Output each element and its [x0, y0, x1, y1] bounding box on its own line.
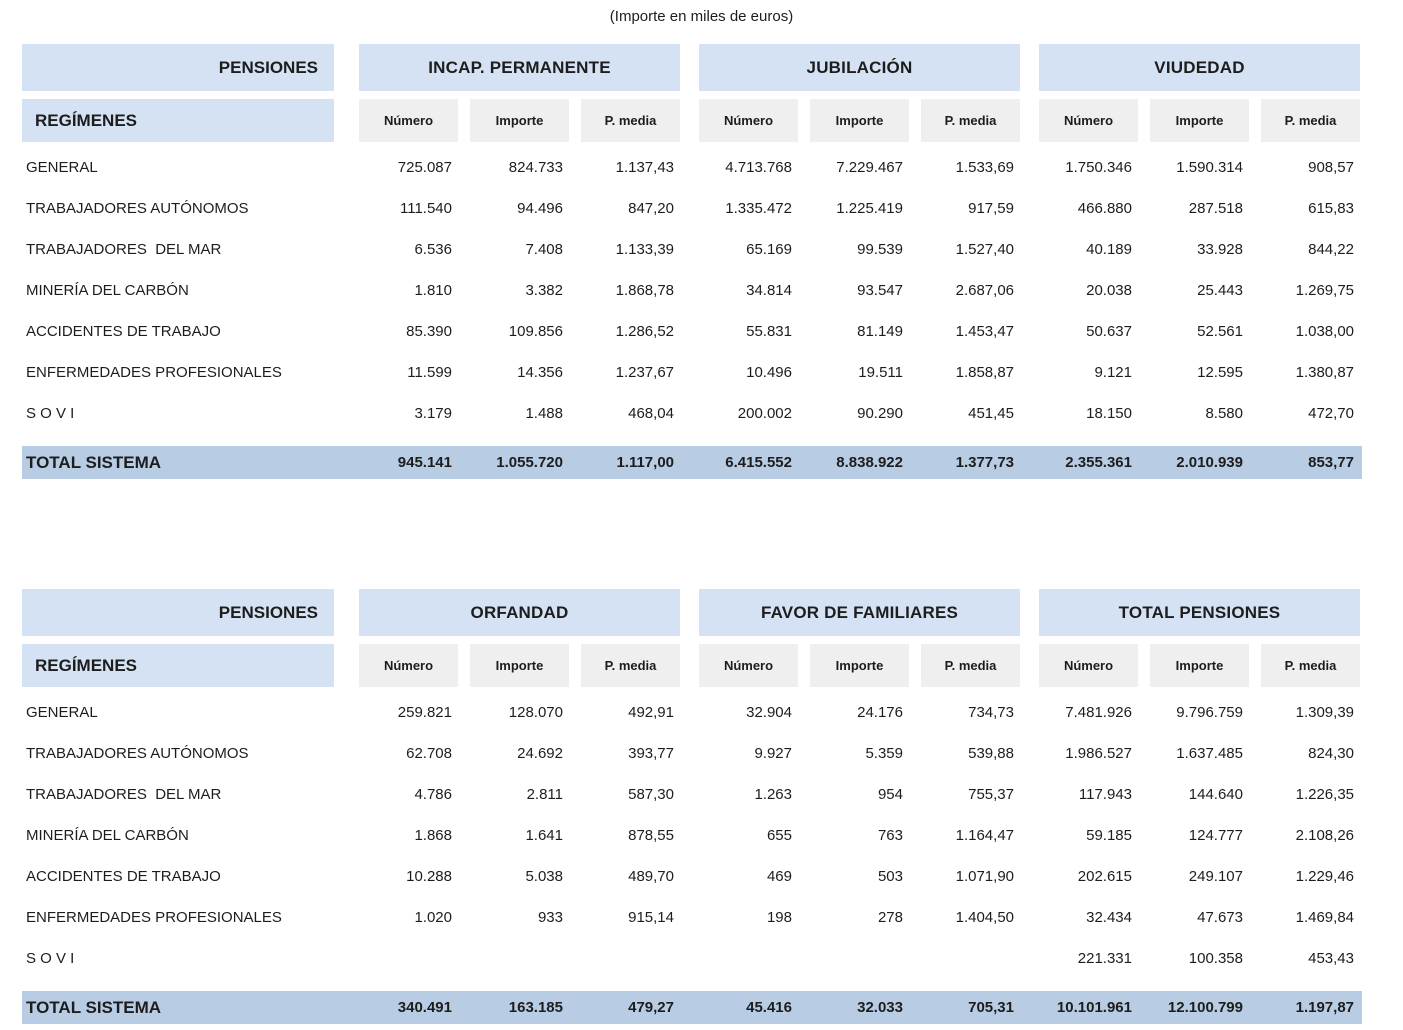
group-header-viudedad: VIUDEDAD — [1039, 44, 1360, 91]
value-cell: 4.786 — [414, 786, 452, 803]
value-cell: 34.814 — [746, 282, 792, 299]
value-cell: 65.169 — [746, 241, 792, 258]
value-cell: 128.070 — [508, 704, 563, 721]
pension-table-1 — [22, 44, 1362, 479]
value-cell: 111.540 — [400, 200, 452, 217]
table-row — [22, 352, 1362, 393]
total-value-cell: 12.100.799 — [1167, 999, 1243, 1016]
regime-label: MINERÍA DEL CARBÓN — [26, 827, 189, 844]
subheader-importe: Importe — [470, 99, 569, 142]
subheader-numero: Número — [359, 644, 458, 687]
table-row — [22, 938, 1362, 979]
value-cell: 278 — [877, 909, 903, 926]
value-cell: 20.038 — [1086, 282, 1132, 299]
table-row — [22, 270, 1362, 311]
subheader-pmedia: P. media — [921, 99, 1020, 142]
value-cell: 7.408 — [525, 241, 563, 258]
table-row — [22, 856, 1362, 897]
regime-label: S O V I — [26, 950, 75, 967]
value-cell: 763 — [877, 827, 903, 844]
value-cell: 878,55 — [628, 827, 674, 844]
total-label: TOTAL SISTEMA — [26, 997, 162, 1017]
regime-label: MINERÍA DEL CARBÓN — [26, 282, 189, 299]
subheader-numero: Número — [699, 99, 798, 142]
total-value-cell: 1.117,00 — [616, 454, 674, 471]
value-cell: 469 — [766, 868, 792, 885]
value-cell: 1.637.485 — [1176, 745, 1243, 762]
regime-label: ENFERMEDADES PROFESIONALES — [26, 909, 282, 926]
value-cell: 62.708 — [406, 745, 452, 762]
total-value-cell: 45.416 — [746, 999, 792, 1016]
value-cell: 1.404,50 — [955, 909, 1014, 926]
value-cell: 52.561 — [1197, 323, 1243, 340]
regime-label: TRABAJADORES DEL MAR — [26, 241, 222, 258]
subheader-row — [22, 99, 1362, 142]
value-cell: 7.229.467 — [836, 159, 903, 176]
value-cell: 259.821 — [397, 704, 452, 721]
total-value-cell: 10.101.961 — [1056, 999, 1132, 1016]
value-cell: 90.290 — [857, 405, 903, 422]
table-row — [22, 393, 1362, 434]
value-cell: 18.150 — [1086, 405, 1132, 422]
total-value-cell: 340.491 — [397, 999, 452, 1016]
value-cell: 1.858,87 — [955, 364, 1014, 381]
value-cell: 1.020 — [414, 909, 452, 926]
value-cell: 1.533,69 — [955, 159, 1014, 176]
group-header-jubilacion: JUBILACIÓN — [699, 44, 1020, 91]
pensiones-header: PENSIONES — [22, 44, 334, 91]
value-cell: 1.380,87 — [1295, 364, 1354, 381]
value-cell: 94.496 — [517, 200, 563, 217]
units-note: (Importe en miles de euros) — [609, 8, 794, 25]
value-cell: 915,14 — [628, 909, 674, 926]
table-row — [22, 774, 1362, 815]
value-cell: 32.434 — [1086, 909, 1132, 926]
value-cell: 655 — [766, 827, 792, 844]
value-cell: 725.087 — [397, 159, 452, 176]
value-cell: 468,04 — [628, 405, 674, 422]
value-cell: 492,91 — [628, 704, 674, 721]
value-cell: 1.038,00 — [1295, 323, 1354, 340]
value-cell: 1.164,47 — [955, 827, 1014, 844]
value-cell: 466.880 — [1077, 200, 1132, 217]
table-row — [22, 692, 1362, 733]
value-cell: 1.641 — [525, 827, 563, 844]
total-value-cell: 479,27 — [628, 999, 674, 1016]
value-cell: 2.108,26 — [1295, 827, 1354, 844]
value-cell: 9.796.759 — [1176, 704, 1243, 721]
pensiones-header: PENSIONES — [22, 589, 334, 636]
value-cell: 117.943 — [1078, 786, 1132, 803]
value-cell: 1.237,67 — [615, 364, 674, 381]
value-cell: 10.496 — [746, 364, 792, 381]
subheader-importe: Importe — [470, 644, 569, 687]
value-cell: 249.107 — [1188, 868, 1243, 885]
group-header-incap-permanente: INCAP. PERMANENTE — [359, 44, 680, 91]
value-cell: 734,73 — [968, 704, 1014, 721]
value-cell: 93.547 — [857, 282, 903, 299]
table-row — [22, 229, 1362, 270]
value-cell: 472,70 — [1308, 405, 1354, 422]
value-cell: 824,30 — [1308, 745, 1354, 762]
value-cell: 12.595 — [1197, 364, 1243, 381]
value-cell: 587,30 — [628, 786, 674, 803]
value-cell: 50.637 — [1086, 323, 1132, 340]
value-cell: 489,70 — [628, 868, 674, 885]
value-cell: 954 — [877, 786, 903, 803]
total-value-cell: 945.141 — [397, 454, 452, 471]
value-cell: 1.071,90 — [955, 868, 1014, 885]
value-cell: 908,57 — [1308, 159, 1354, 176]
total-value-cell: 1.197,87 — [1295, 999, 1354, 1016]
value-cell: 1.137,43 — [615, 159, 674, 176]
group-header-row — [22, 589, 1362, 636]
value-cell: 5.038 — [525, 868, 563, 885]
total-value-cell: 163.185 — [508, 999, 563, 1016]
regimenes-header: REGÍMENES — [22, 99, 334, 142]
total-value-cell: 853,77 — [1308, 454, 1354, 471]
value-cell: 1.488 — [525, 405, 563, 422]
value-cell: 1.810 — [414, 282, 452, 299]
value-cell: 24.692 — [517, 745, 563, 762]
value-cell: 33.928 — [1197, 241, 1243, 258]
value-cell: 451,45 — [968, 405, 1014, 422]
subheader-pmedia: P. media — [581, 99, 680, 142]
value-cell: 4.713.768 — [725, 159, 792, 176]
value-cell: 1.469,84 — [1295, 909, 1354, 926]
subheader-pmedia: P. media — [581, 644, 680, 687]
value-cell: 2.811 — [526, 786, 563, 803]
total-value-cell: 705,31 — [968, 999, 1014, 1016]
subheader-pmedia: P. media — [921, 644, 1020, 687]
value-cell: 25.443 — [1197, 282, 1243, 299]
value-cell: 59.185 — [1086, 827, 1132, 844]
value-cell: 917,59 — [968, 200, 1014, 217]
subheader-numero: Número — [359, 99, 458, 142]
value-cell: 1.133,39 — [615, 241, 674, 258]
value-cell: 1.335.472 — [725, 200, 792, 217]
value-cell: 40.189 — [1086, 241, 1132, 258]
table-row — [22, 733, 1362, 774]
value-cell: 7.481.926 — [1065, 704, 1132, 721]
group-header-favor-de-familiares: FAVOR DE FAMILIARES — [699, 589, 1020, 636]
value-cell: 9.927 — [754, 745, 792, 762]
value-cell: 144.640 — [1188, 786, 1243, 803]
subheader-importe: Importe — [1150, 99, 1249, 142]
value-cell: 755,37 — [968, 786, 1014, 803]
value-cell: 844,22 — [1308, 241, 1354, 258]
group-header-orfandad: ORFANDAD — [359, 589, 680, 636]
value-cell: 1.453,47 — [955, 323, 1014, 340]
value-cell: 8.580 — [1205, 405, 1243, 422]
table-row — [22, 897, 1362, 938]
table-row — [22, 815, 1362, 856]
value-cell: 10.288 — [406, 868, 452, 885]
value-cell: 1.226,35 — [1295, 786, 1354, 803]
regime-label: GENERAL — [26, 159, 98, 176]
subheader-importe: Importe — [810, 644, 909, 687]
value-cell: 287.518 — [1188, 200, 1243, 217]
subheader-importe: Importe — [1150, 644, 1249, 687]
value-cell: 824.733 — [508, 159, 563, 176]
value-cell: 124.777 — [1188, 827, 1243, 844]
regime-label: ENFERMEDADES PROFESIONALES — [26, 364, 282, 381]
total-row — [22, 446, 1362, 479]
table-row — [22, 311, 1362, 352]
value-cell: 3.382 — [525, 282, 563, 299]
total-row — [22, 991, 1362, 1024]
value-cell: 202.615 — [1077, 868, 1132, 885]
value-cell: 847,20 — [628, 200, 674, 217]
table-body — [22, 692, 1362, 979]
regime-label: GENERAL — [26, 704, 98, 721]
value-cell: 3.179 — [414, 405, 452, 422]
regime-label: TRABAJADORES AUTÓNOMOS — [26, 200, 249, 217]
table-body — [22, 147, 1362, 434]
value-cell: 453,43 — [1308, 950, 1354, 967]
value-cell: 1.527,40 — [955, 241, 1014, 258]
regime-label: ACCIDENTES DE TRABAJO — [26, 868, 221, 885]
value-cell: 200.002 — [737, 405, 792, 422]
value-cell: 14.356 — [517, 364, 563, 381]
value-cell: 81.149 — [857, 323, 903, 340]
value-cell: 1.269,75 — [1295, 282, 1354, 299]
total-value-cell: 1.377,73 — [955, 454, 1014, 471]
value-cell: 19.511 — [858, 364, 903, 381]
pension-table-2 — [22, 589, 1362, 1024]
value-cell: 1.986.527 — [1065, 745, 1132, 762]
value-cell: 55.831 — [746, 323, 792, 340]
regimenes-header: REGÍMENES — [22, 644, 334, 687]
value-cell: 11.599 — [407, 364, 452, 381]
value-cell: 1.229,46 — [1295, 868, 1354, 885]
value-cell: 47.673 — [1197, 909, 1243, 926]
value-cell: 1.263 — [754, 786, 792, 803]
total-value-cell: 6.415.552 — [725, 454, 792, 471]
value-cell: 100.358 — [1188, 950, 1243, 967]
table-row — [22, 188, 1362, 229]
total-value-cell: 1.055.720 — [496, 454, 563, 471]
table-row — [22, 147, 1362, 188]
value-cell: 933 — [537, 909, 563, 926]
value-cell: 615,83 — [1308, 200, 1354, 217]
subheader-numero: Número — [699, 644, 798, 687]
total-value-cell: 2.355.361 — [1065, 454, 1132, 471]
value-cell: 9.121 — [1094, 364, 1132, 381]
subheader-pmedia: P. media — [1261, 644, 1360, 687]
value-cell: 1.309,39 — [1295, 704, 1354, 721]
value-cell: 1.590.314 — [1176, 159, 1243, 176]
value-cell: 2.687,06 — [955, 282, 1014, 299]
value-cell: 1.750.346 — [1065, 159, 1132, 176]
value-cell: 5.359 — [865, 745, 903, 762]
total-value-cell: 8.838.922 — [836, 454, 903, 471]
regime-label: TRABAJADORES DEL MAR — [26, 786, 222, 803]
group-header-total-pensiones: TOTAL PENSIONES — [1039, 589, 1360, 636]
total-value-cell: 2.010.939 — [1176, 454, 1243, 471]
value-cell: 109.856 — [508, 323, 563, 340]
value-cell: 24.176 — [857, 704, 903, 721]
value-cell: 198 — [766, 909, 792, 926]
subheader-numero: Número — [1039, 99, 1138, 142]
value-cell: 393,77 — [628, 745, 674, 762]
value-cell: 1.225.419 — [836, 200, 903, 217]
value-cell: 1.868 — [414, 827, 452, 844]
group-header-row — [22, 44, 1362, 91]
regime-label: ACCIDENTES DE TRABAJO — [26, 323, 221, 340]
value-cell: 6.536 — [414, 241, 452, 258]
subheader-numero: Número — [1039, 644, 1138, 687]
value-cell: 539,88 — [968, 745, 1014, 762]
regime-label: S O V I — [26, 405, 75, 422]
value-cell: 503 — [877, 868, 903, 885]
value-cell: 221.331 — [1077, 950, 1132, 967]
regime-label: TRABAJADORES AUTÓNOMOS — [26, 745, 249, 762]
subheader-pmedia: P. media — [1261, 99, 1360, 142]
value-cell: 1.286,52 — [615, 323, 674, 340]
value-cell: 85.390 — [406, 323, 452, 340]
value-cell: 99.539 — [857, 241, 903, 258]
subheader-row — [22, 644, 1362, 687]
value-cell: 32.904 — [746, 704, 792, 721]
total-label: TOTAL SISTEMA — [26, 452, 162, 472]
total-value-cell: 32.033 — [857, 999, 903, 1016]
value-cell: 1.868,78 — [615, 282, 674, 299]
subheader-importe: Importe — [810, 99, 909, 142]
